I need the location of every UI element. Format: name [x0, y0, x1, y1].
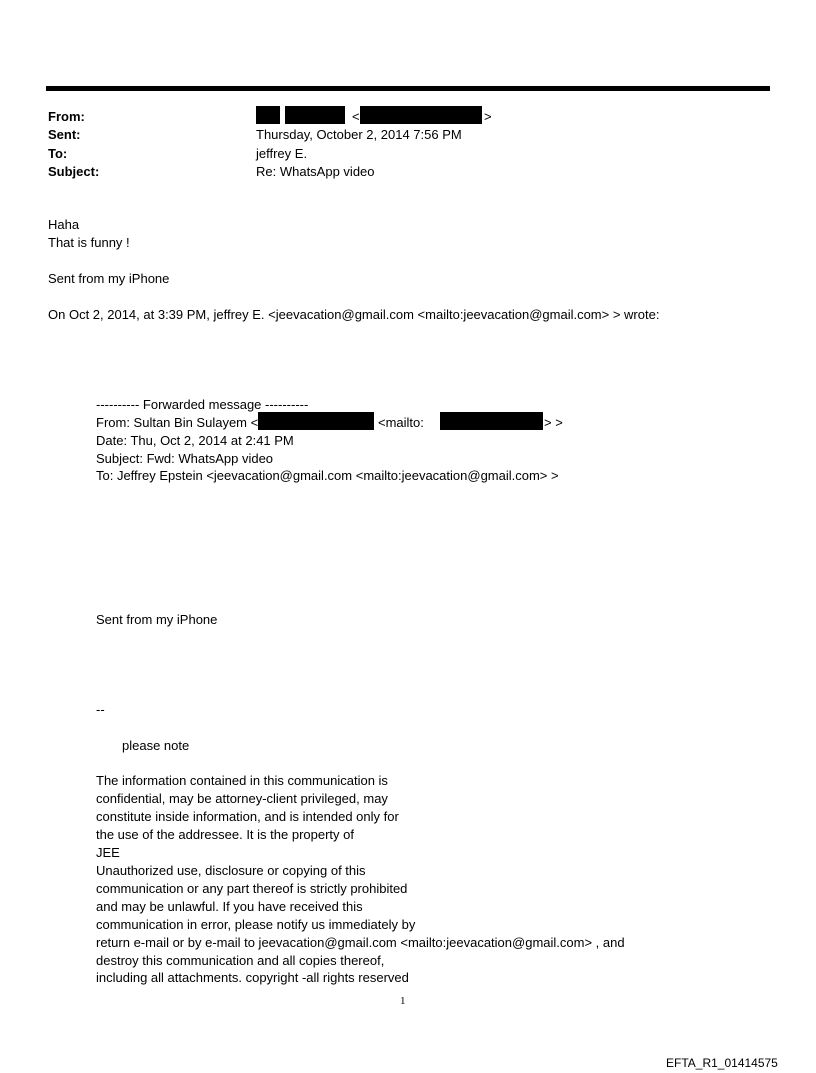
page-number: 1	[400, 995, 406, 1007]
redaction-block	[360, 106, 482, 124]
quote-intro: On Oct 2, 2014, at 3:39 PM, jeffrey E. <jeevacation@gmail.com <mailto:jeevacation@gmail.com> > wrote:	[48, 307, 660, 322]
document-id: EFTA_R1_01414575	[666, 1056, 778, 1070]
disclaimer-line: the use of the addressee. It is the property of	[96, 827, 354, 842]
body-signature: Sent from my iPhone	[48, 271, 170, 286]
disclaimer-line: JEE	[96, 845, 120, 860]
from-label: From:	[48, 109, 85, 124]
redaction-block	[440, 412, 543, 430]
forwarded-to: To: Jeffrey Epstein <jeevacation@gmail.com <mailto:jeevacation@gmail.com> >	[96, 468, 559, 483]
sent-label: Sent:	[48, 127, 81, 142]
disclaimer-line: Unauthorized use, disclosure or copying of this	[96, 863, 366, 878]
forwarded-from-prefix: From: Sultan Bin Sulayem <	[96, 415, 259, 430]
header-rule	[46, 86, 770, 91]
disclaimer-line: and may be unlawful. If you have received this	[96, 899, 363, 914]
forwarded-from-mailto: <mailto:	[378, 415, 424, 430]
disclaimer-line: The information contained in this communication is	[96, 773, 388, 788]
forwarded-date: Date: Thu, Oct 2, 2014 at 2:41 PM	[96, 433, 294, 448]
body-line: Haha	[48, 217, 80, 232]
to-value: jeffrey E.	[256, 146, 308, 161]
from-bracket-close: >	[484, 109, 492, 124]
disclaimer-line: including all attachments. copyright -all rights reserved	[96, 970, 409, 985]
forwarded-signature: Sent from my iPhone	[96, 612, 218, 627]
signature-dashes: --	[96, 702, 105, 717]
disclaimer-line: constitute inside information, and is intended only for	[96, 809, 399, 824]
redaction-block	[256, 106, 280, 124]
forwarded-from-end: > >	[544, 415, 563, 430]
subject-value: Re: WhatsApp video	[256, 164, 375, 179]
disclaimer-line: destroy this communication and all copies thereof,	[96, 953, 385, 968]
from-bracket-open: <	[352, 109, 360, 124]
disclaimer-line: communication in error, please notify us immediately by	[96, 917, 416, 932]
redaction-block	[258, 412, 374, 430]
subject-label: Subject:	[48, 164, 100, 179]
sent-value: Thursday, October 2, 2014 7:56 PM	[256, 127, 462, 142]
disclaimer-line: confidential, may be attorney-client privileged, may	[96, 791, 388, 806]
disclaimer-line: return e-mail or by e-mail to jeevacation@gmail.com <mailto:jeevacation@gmail.com> , and	[96, 935, 625, 950]
forwarded-marker: ---------- Forwarded message ----------	[96, 397, 309, 412]
please-note: please note	[122, 738, 190, 753]
disclaimer-line: communication or any part thereof is strictly prohibited	[96, 881, 408, 896]
forwarded-subject: Subject: Fwd: WhatsApp video	[96, 451, 274, 466]
to-label: To:	[48, 146, 68, 161]
redaction-block	[285, 106, 345, 124]
body-line: That is funny !	[48, 235, 130, 250]
